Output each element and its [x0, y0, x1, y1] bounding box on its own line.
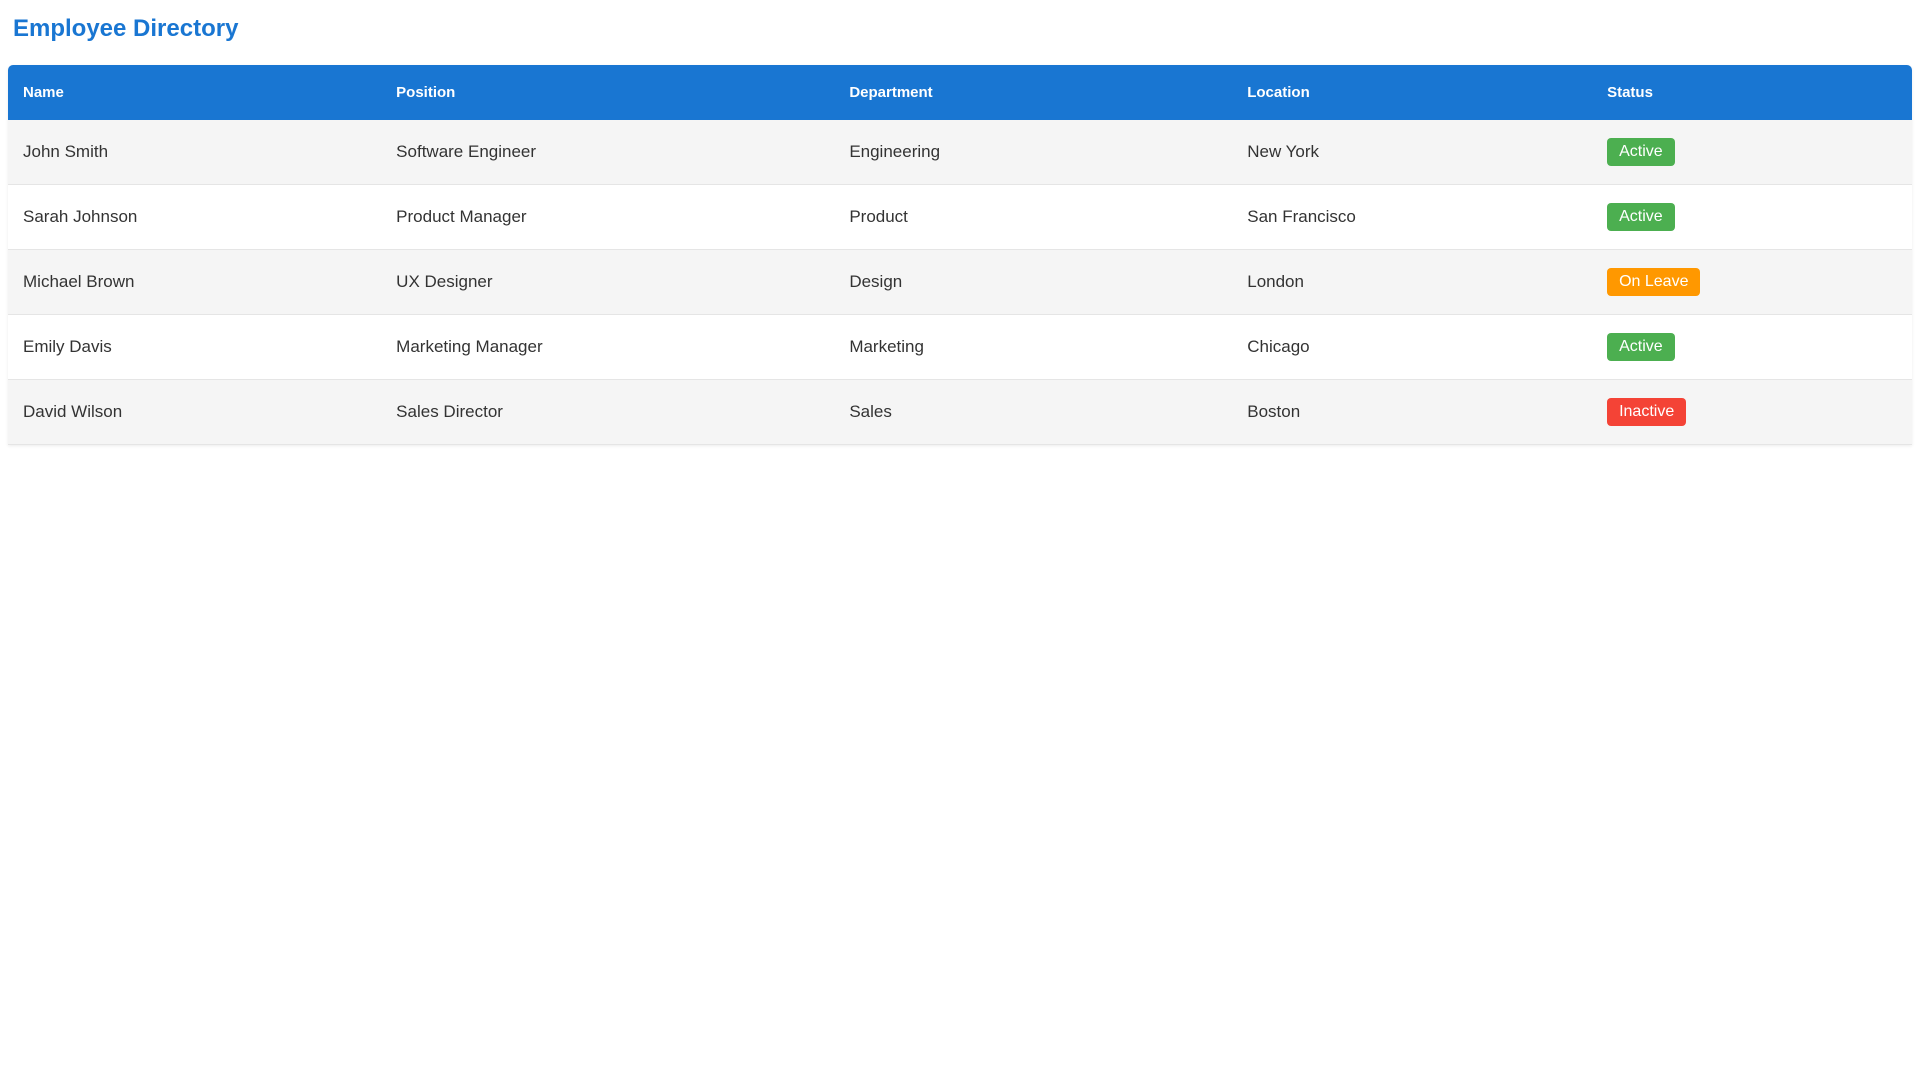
- table-row: [8, 315, 1912, 380]
- cell-status: [1592, 250, 1912, 315]
- cell-department: Design: [834, 250, 1232, 315]
- cell-department: Product: [834, 185, 1232, 250]
- cell-name: John Smith: [8, 120, 381, 185]
- cell-status: [1592, 380, 1912, 445]
- table-header: [8, 65, 1912, 120]
- cell-name: David Wilson: [8, 380, 381, 445]
- cell-position: Sales Director: [381, 380, 834, 445]
- table-row: [8, 250, 1912, 315]
- cell-position: UX Designer: [381, 250, 834, 315]
- cell-location: Chicago: [1232, 315, 1592, 380]
- cell-position: Marketing Manager: [381, 315, 834, 380]
- status-badge: Active: [1607, 333, 1675, 361]
- column-header-name: Name: [8, 65, 381, 120]
- cell-department: Sales: [834, 380, 1232, 445]
- cell-name: Emily Davis: [8, 315, 381, 380]
- column-header-location: Location: [1232, 65, 1592, 120]
- cell-location: New York: [1232, 120, 1592, 185]
- cell-location: San Francisco: [1232, 185, 1592, 250]
- status-badge: Inactive: [1607, 398, 1686, 426]
- cell-department: Marketing: [834, 315, 1232, 380]
- cell-name: Sarah Johnson: [8, 185, 381, 250]
- table-row: [8, 380, 1912, 445]
- status-badge: Active: [1607, 138, 1675, 166]
- cell-status: [1592, 120, 1912, 185]
- column-header-department: Department: [834, 65, 1232, 120]
- cell-position: Software Engineer: [381, 120, 834, 185]
- cell-position: Product Manager: [381, 185, 834, 250]
- table-row: [8, 120, 1912, 185]
- column-header-status: Status: [1592, 65, 1912, 120]
- status-badge: Active: [1607, 203, 1675, 231]
- cell-location: Boston: [1232, 380, 1592, 445]
- cell-status: [1592, 185, 1912, 250]
- cell-status: [1592, 315, 1912, 380]
- employee-table: [8, 65, 1912, 445]
- page-title: Employee Directory: [13, 15, 239, 42]
- page-container: [0, 0, 1920, 445]
- cell-name: Michael Brown: [8, 250, 381, 315]
- cell-location: London: [1232, 250, 1592, 315]
- status-badge: On Leave: [1607, 268, 1700, 296]
- table-body: [8, 120, 1912, 445]
- table-row: [8, 185, 1912, 250]
- column-header-position: Position: [381, 65, 834, 120]
- cell-department: Engineering: [834, 120, 1232, 185]
- header-row: [8, 65, 1912, 120]
